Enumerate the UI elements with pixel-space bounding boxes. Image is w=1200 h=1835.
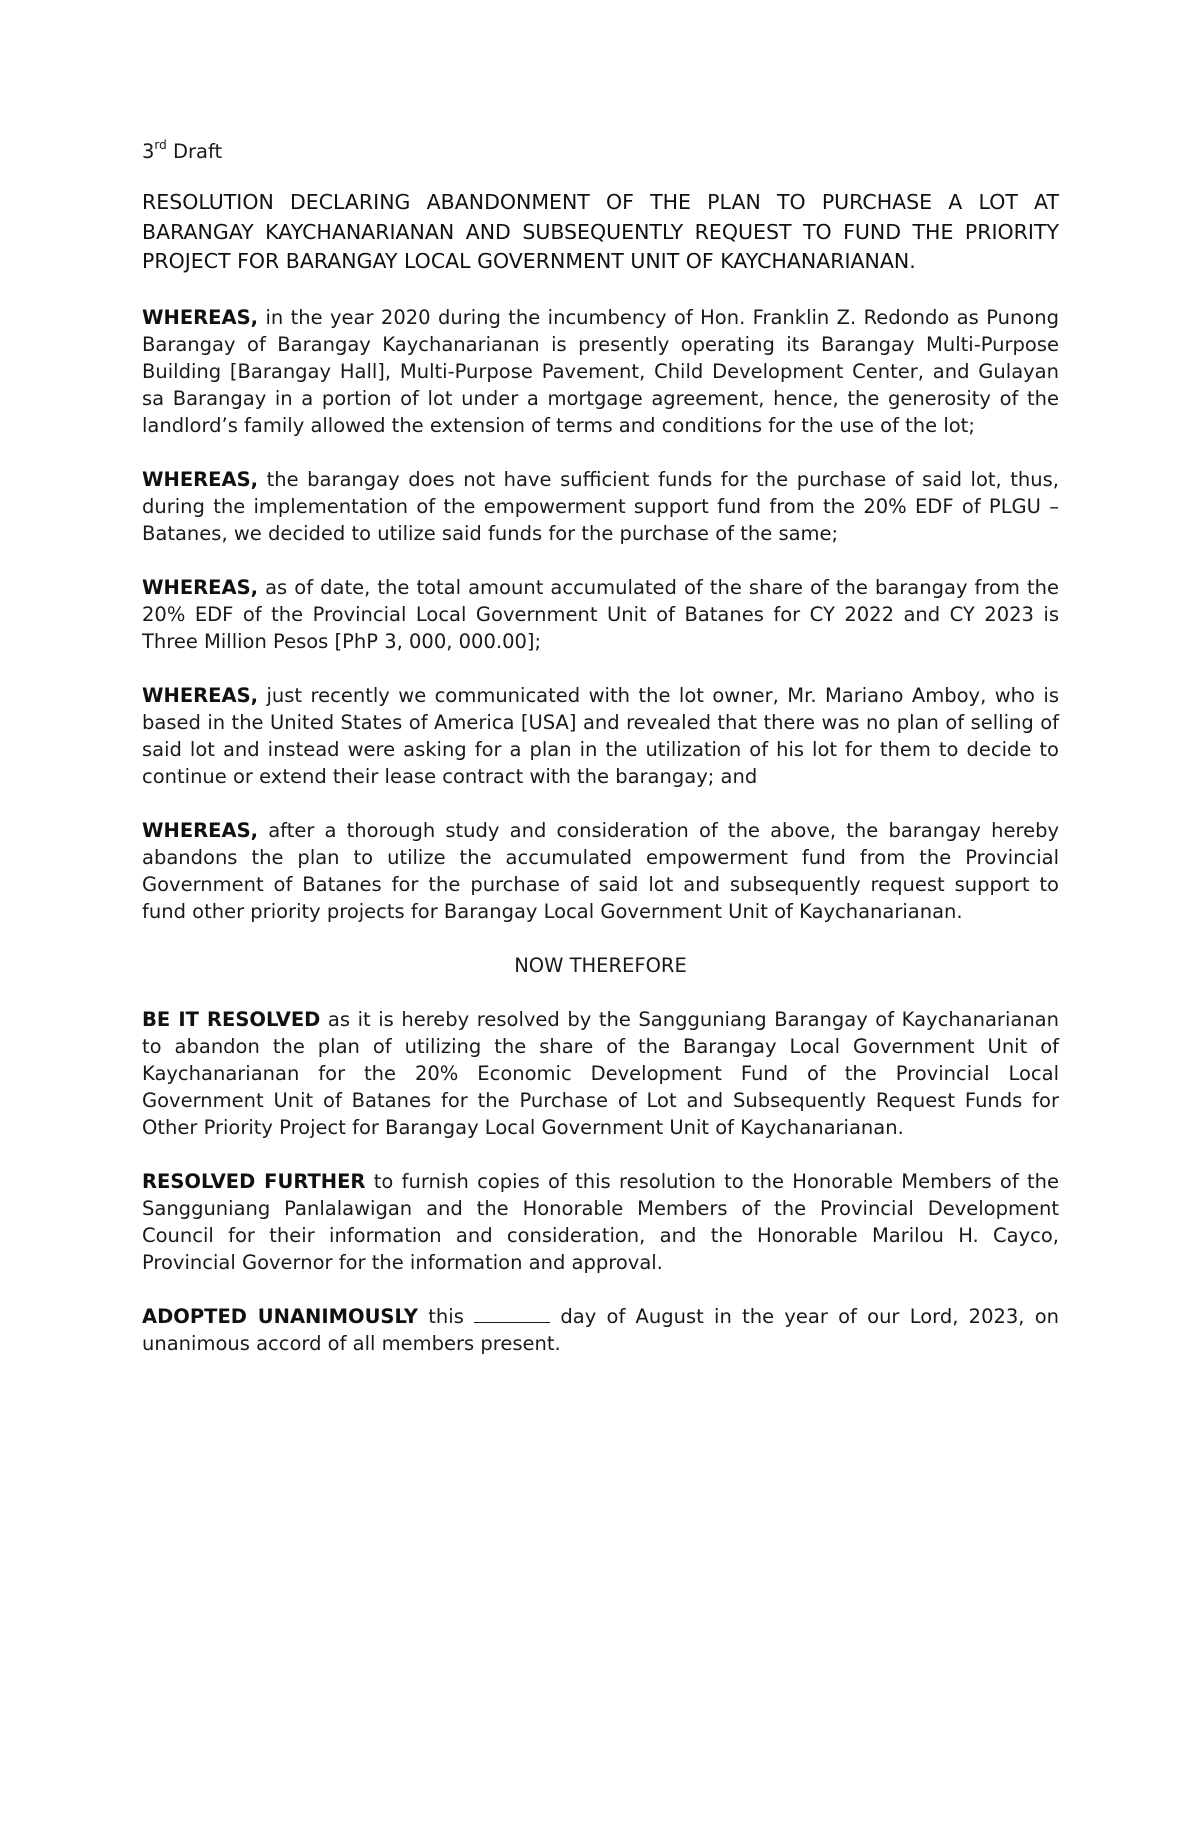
now-therefore-heading: NOW THEREFORE	[514, 953, 687, 977]
whereas-clause-3	[142, 574, 1059, 655]
draft-label	[142, 138, 1059, 165]
whereas-clause-2	[142, 466, 1059, 547]
whereas-lead: WHEREAS,	[142, 467, 259, 491]
whereas-text: the barangay does not have sufficient funds for the purchase of said lot, thus, during the implementation of the empowerment support fund from the 20% EDF of PLGU – Batanes, we decided to utilize said funds for the purchase of the same;	[142, 467, 1059, 545]
resolved-further-clause	[142, 1168, 1059, 1276]
be-it-resolved-text: as it is hereby resolved by the Sangguniang Barangay of Kaychanarianan to abandon the plan of utilizing the share of the Barangay Local Government Unit of Kaychanarianan for the 20% Economic Development Fund of the Provincial Local Government Unit of Batanes for the Purchase of Lot and Subsequently Request Funds for Other Priority Project for Barangay Local Government Unit of Kaychanarianan.	[142, 1007, 1059, 1139]
be-it-resolved-clause	[142, 1006, 1059, 1141]
whereas-clause-1	[142, 304, 1059, 439]
whereas-text: after a thorough study and consideration of the above, the barangay hereby abandons the plan to utilize the accumulated empowerment fund from the Provincial Government of Batanes for the purchase of said lot and subsequently request support to fund other priority projects for Barangay Local Government Unit of Kaychanarianan.	[142, 818, 1059, 923]
adopted-clause	[142, 1303, 1059, 1357]
whereas-lead: WHEREAS,	[142, 818, 259, 842]
resolved-further-lead: RESOLVED FURTHER	[142, 1169, 366, 1193]
draft-word: Draft	[172, 140, 223, 163]
draft-number: 3	[142, 140, 155, 163]
day-blank-line	[474, 1304, 550, 1323]
draft-ordinal-suffix: rd	[154, 137, 167, 152]
whereas-lead: WHEREAS,	[142, 683, 259, 707]
whereas-text: just recently we communicated with the lot owner, Mr. Mariano Amboy, who is based in the United States of America [USA] and revealed that there was no plan of selling of said lot and instead were asking for a plan in the utilization of his lot for them to decide to continue or extend their lease contract with the barangay; and	[142, 683, 1060, 788]
whereas-lead: WHEREAS,	[142, 305, 259, 329]
resolution-title: RESOLUTION DECLARING ABANDONMENT OF THE PLAN TO PURCHASE A LOT AT BARANGAY KAYCHANARIANAN AND SUBSEQUENTLY REQUEST TO FUND THE PRIORITY PROJECT FOR BARANGAY LOCAL GOVERNMENT UNIT OF KAYCHANARIANAN.	[142, 190, 1059, 273]
whereas-text: as of date, the total amount accumulated of the share of the barangay from the 20% EDF of the Provincial Local Government Unit of Batanes for CY 2022 and CY 2023 is Three Million Pesos [PhP 3, 000, 000.00];	[142, 575, 1059, 653]
adopted-before-blank: this	[428, 1304, 464, 1328]
whereas-clause-5	[142, 817, 1059, 925]
whereas-clause-4	[142, 682, 1059, 790]
adopted-after-blank: day of August in the year of our Lord, 2023, on unanimous accord of all members present.	[142, 1304, 1060, 1355]
be-it-resolved-lead: BE IT RESOLVED	[142, 1007, 321, 1031]
whereas-text: in the year 2020 during the incumbency of Hon. Franklin Z. Redondo as Punong Barangay of Barangay Kaychanarianan is presently operating its Barangay Multi-Purpose Building [Barangay Hall], Multi-Purpose Pavement, Child Development Center, and Gulayan sa Barangay in a portion of lot under a mortgage agreement, hence, the generosity of the landlord’s family allowed the extension of terms and conditions for the use of the lot;	[142, 305, 1059, 437]
whereas-lead: WHEREAS,	[142, 575, 259, 599]
resolved-further-text: to furnish copies of this resolution to the Honorable Members of the Sangguniang Panlalawigan and the Honorable Members of the Provincial Development Council for their information and consideration, and the Honorable Marilou H. Cayco, Provincial Governor for the information and approval.	[142, 1169, 1060, 1274]
document-body	[142, 138, 1059, 1384]
adopted-lead: ADOPTED UNANIMOUSLY	[142, 1304, 418, 1328]
